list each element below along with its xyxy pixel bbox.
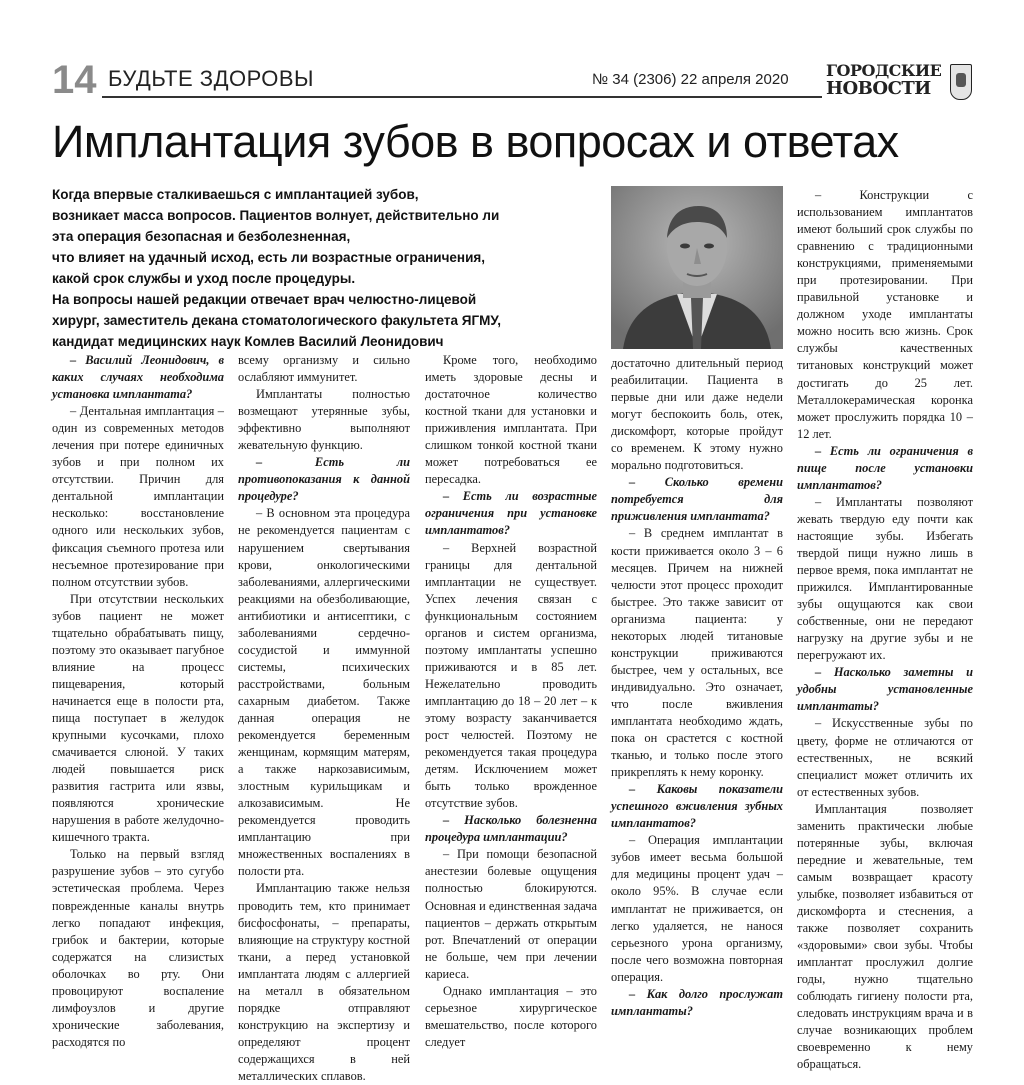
section-title: БУДЬТЕ ЗДОРОВЫ [108,66,315,91]
paragraph: – Имплантаты позволяют жевать твердую еду почти как настоящие зубы. Избегать твердой пищи нужно лишь в первое время, пока имплантат не прижился. Имплантированные зубы ощущаются как свои собственные, они не передают нагрузку на другие зубы и не перегружают их. [797,494,973,663]
article-column-2 [238,352,410,1085]
paragraph: – Операция имплантации зубов имеет весьма большой для медицины процент удач – около 95%. В случае если имплантат не приживается, он легко удаляется, не нанося серьезного урона организму, после чего возможна повторная операция. [611,833,783,984]
paragraph: – Дентальная имплантация – один из современных методов лечения при потере единичных зубов и при полном их отсутствии. Причин для дентальной имплантации несколько: восстановление одного или нескольких зубов, фиксация съемного протеза или несъемное протезирование при полном отсутствии зубов. [52,404,224,589]
logo-line-2: НОВОСТИ [826,78,931,99]
paragraph: – Конструкции с использованием имплантатов имеют больший срок службы по сравнению с традиционными конструкциями, применяемыми при протезировании. При правильной установке и должном уходе имплантаты можно носить всю жизнь. Срок службы качественных титановых конструкций может достигать до 25 лет. Металлокерамическая коронка может прослужить порядка 10 – 12 лет. [797,188,973,441]
paragraph: – При помощи безопасной анестезии болевые ощущения полностью блокируются. Основная и единственная задача пациентов – держать открытым рот. Впечатлений от операции не больше, чем при лечении кариеса. [425,847,597,981]
article-column-1 [52,352,224,1051]
paragraph: – Искусственные зубы по цвету, форме не отличаются от естественных, не всякий специалист может отличить их от естественных зубов. [797,716,973,799]
header-rule [102,96,822,98]
paragraph: Кроме того, необходимо иметь здоровые десны и достаточное количество костной ткани для установки и приживления имплантата. При слишком тонкой костной ткани может потребоваться ее пересадка. [425,353,597,487]
paragraph: достаточно длительный период реабилитации. Пациента в первые дни или даже недели могут беспокоить боль, отек, дискомфорт, которые пройдут со временем. К этому нужно морально подготовиться. [611,356,783,473]
paragraph: Имплантацию также нельзя проводить тем, кто принимает бисфосфонаты, – препараты, влияющие на структуру костной ткани, а перед установкой имплантата людям с аллергией на металл в обязательном порядке отправляют конструкцию на экспертизу и определяют процент содержащихся в ней металлических сплавов. [238,881,410,1083]
lead-line: кандидат медицинских наук Комлев Василий Леонидович [52,334,444,349]
interview-question: – Насколько заметны и удобны установленные имплантаты? [797,665,973,714]
interview-question: – Есть ли противопоказания к данной процедуре? [238,455,410,504]
interview-question: – Сколько времени потребуется для приживления имплантата? [611,475,783,524]
paragraph: – В основном эта процедура не рекомендуется пациентам с нарушением свертывания крови, онкологическими заболеваниями, аллергическими реакциями на обезболивающие, антибиотики и антисептики, с заболеваниями сердечно-сосудистой и иммунной системы, психических расстройствами, больным сахарным диабетом. Также данная операция не рекомендуется беременным женщинам, кормящим матерям, а также наркозависимым, злостным курильщикам и алкозависимым. Не рекомендуется проводить имплантацию при множественных воспалениях в полости рта. [238,506,410,879]
article-column-3 [425,352,597,1051]
paragraph: – В среднем имплантат в кости приживается около 3 – 6 месяцев. Причем на нижней челюсти этот процесс проходит быстрее. Это также зависит от организма пациента: у некоторых людей титановые конструкции приживаются быстрее, чем у остальных, все индивидуально. Это означает, что после вживления имплантата необходимо ждать, пока он срастется с костной тканью, и только после этого прикреплять к нему коронку. [611,526,783,780]
page-header [0,0,1024,110]
interview-question: – Есть ли возрастные ограничения при установке имплантатов? [425,489,597,538]
page-number: 14 [52,58,97,102]
lead-line: эта операция безопасная и безболезненная, [52,229,351,244]
interview-question: – Есть ли ограничения в пище после установки имплантатов? [797,443,973,492]
article-column-4 [611,355,783,1020]
interview-question: – Каковы показатели успешного вживления зубных имплантатов? [611,782,783,831]
interview-question: – Насколько болезненна процедура имплантации? [425,813,597,845]
paragraph: Имплантаты полностью возмещают утерянные зубы, эффективно выполняют жевательную функцию. [238,387,410,453]
newspaper-logo [826,62,974,102]
lead-line: Когда впервые сталкиваешься с имплантацией зубов, [52,187,419,202]
logo-line-1: ГОРОДСКИЕ [826,61,942,80]
paragraph: – Верхней возрастной границы для дентальной имплантации не существует. Успех лечения связан с функциональным состоянием органов и систем организма, поэтому имплантаты успешно приживаются и в 85 лет. Нежелательно проводить имплантацию до 18 – 20 лет – к этому возрасту заканчивается рост челюстей. Поэтому не рекомендуется такая процедура детям. Исключением может быть только врожденное отсутствие зубов. [425,540,597,811]
interview-question: – Василий Леонидович, в каких случаях необходима установка имплантата? [52,353,224,402]
paragraph: всему организму и сильно ослабляют иммунитет. [238,353,410,385]
article-headline: Имплантация зубов в вопросах и ответах [52,116,899,167]
portrait-image [611,186,783,349]
lead-line: хирург, заместитель декана стоматологического факультета ЯГМУ, [52,313,501,328]
city-crest-icon [950,64,972,100]
issue-info: № 34 (2306) 22 апреля 2020 [592,71,789,88]
paragraph: При отсутствии нескольких зубов пациент не может тщательно обрабатывать пищу, поэтому это оказывает пагубное влияние на процесс пищеварения, который начинается еще в полости рта, пища поступает в желудок крупными кусочками, плохо смачивается слюной. У таких людей повышается риск развития гастрита или язвы, появляются хронические нарушения в работе желудочно-кишечного тракта. [52,591,224,845]
lead-line: На вопросы нашей редакции отвечает врач челюстно-лицевой [52,292,477,307]
lead-line: возникает масса вопросов. Пациентов волнует, действительно ли [52,208,500,223]
paragraph: Однако имплантация – это серьезное хирургическое вмешательство, после которого следует [425,983,597,1049]
lead-line: какой срок службы и уход после процедуры. [52,271,356,286]
paragraph: Имплантация позволяет заменить практически любые потерянные зубы, включая передние и жевательные, тем самым возвращает красоту улыбке, позволяет избавиться от дискомфорта и стеснения, а также позволяет сохранить «здоровыми» свои зубы. Чтобы имплантат прослужил долгие годы, нужно тщательно соблюдать гигиену полости рта, следовать инструкциям врача и в случае возникающих проблем своевременно к нему обращаться. [797,801,973,1072]
author-portrait-photo [611,186,783,349]
lead-line: что влияет на удачный исход, есть ли возрастные ограничения, [52,250,486,265]
article-lead [52,184,612,352]
interview-question: – Как долго прослужат имплантаты? [611,986,783,1018]
paragraph: Только на первый взгляд разрушение зубов – это сугубо эстетическая проблема. Через поврежденные каналы внутрь легко попадают инфекция, грибок и бактерии, которые содержатся на слизистых оболочках во рту. Они провоцируют воспаление лимфоузлов и другие хронические заболевания, расходятся по [52,847,224,1049]
article-column-5 [797,187,973,1073]
